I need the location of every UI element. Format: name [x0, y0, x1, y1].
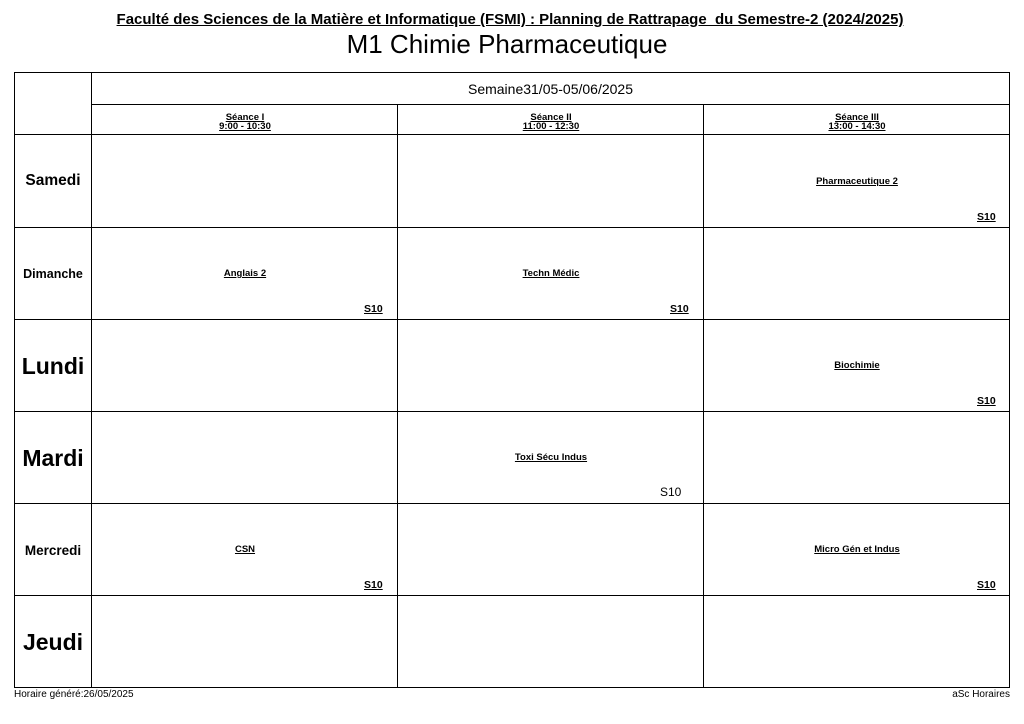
slot-header-1 [92, 113, 398, 133]
day-label-mercredi: Mercredi [24, 542, 82, 558]
slot-time: 13:00 - 14:30 [828, 121, 886, 132]
week-header: Semaine31/05-05/06/2025 [467, 81, 634, 97]
slot-name: Séance II [530, 112, 572, 123]
slot-time: 11:00 - 12:30 [522, 121, 580, 132]
class-title: M1 Chimie Pharmaceutique [346, 29, 668, 59]
course-dimanche-s1: Anglais 2 [223, 268, 267, 279]
course-dimanche-s2: Techn Médic [522, 268, 580, 279]
course-mardi-s2: Toxi Sécu Indus [514, 452, 588, 463]
day-label-lundi: Lundi [21, 352, 85, 379]
grid-divider [15, 503, 1009, 504]
slot-header-3 [704, 113, 1010, 133]
software-credit: aSc Horaires [952, 689, 1010, 700]
day-label-dimanche: Dimanche [23, 267, 83, 281]
slot-name: Séance III [835, 112, 879, 123]
room-samedi-s3: S10 [977, 211, 996, 223]
grid-divider [703, 105, 704, 687]
grid-divider [15, 411, 1009, 412]
grid-divider [397, 105, 398, 687]
day-label-jeudi: Jeudi [22, 628, 84, 655]
slot-header-2 [398, 113, 704, 133]
room-dimanche-s1: S10 [364, 303, 383, 315]
room-mercredi-s3: S10 [977, 579, 996, 591]
course-mercredi-s1: CSN [234, 544, 256, 555]
document-title: Faculté des Sciences de la Matière et Informatique (FSMI) : Planning de Rattrapage du Semestre-2 (2024/2025) [116, 11, 904, 28]
grid-divider [15, 134, 1009, 135]
slot-name: Séance I [225, 112, 265, 123]
course-mercredi-s3: Micro Gén et Indus [814, 544, 900, 555]
timetable-grid [14, 72, 1010, 688]
grid-divider [15, 595, 1009, 596]
room-mercredi-s1: S10 [364, 579, 383, 591]
day-label-samedi: Samedi [25, 172, 81, 189]
course-samedi-s3: Pharmaceutique 2 [816, 176, 898, 187]
generated-date: Horaire généré:26/05/2025 [14, 689, 134, 700]
day-label-mardi: Mardi [22, 444, 84, 471]
room-dimanche-s2: S10 [670, 303, 689, 315]
grid-divider [15, 227, 1009, 228]
slot-time: 9:00 - 10:30 [219, 121, 271, 132]
grid-divider [15, 319, 1009, 320]
room-lundi-s3: S10 [977, 395, 996, 407]
course-lundi-s3: Biochimie [834, 360, 880, 371]
room-mardi-s2: S10 [660, 485, 682, 499]
